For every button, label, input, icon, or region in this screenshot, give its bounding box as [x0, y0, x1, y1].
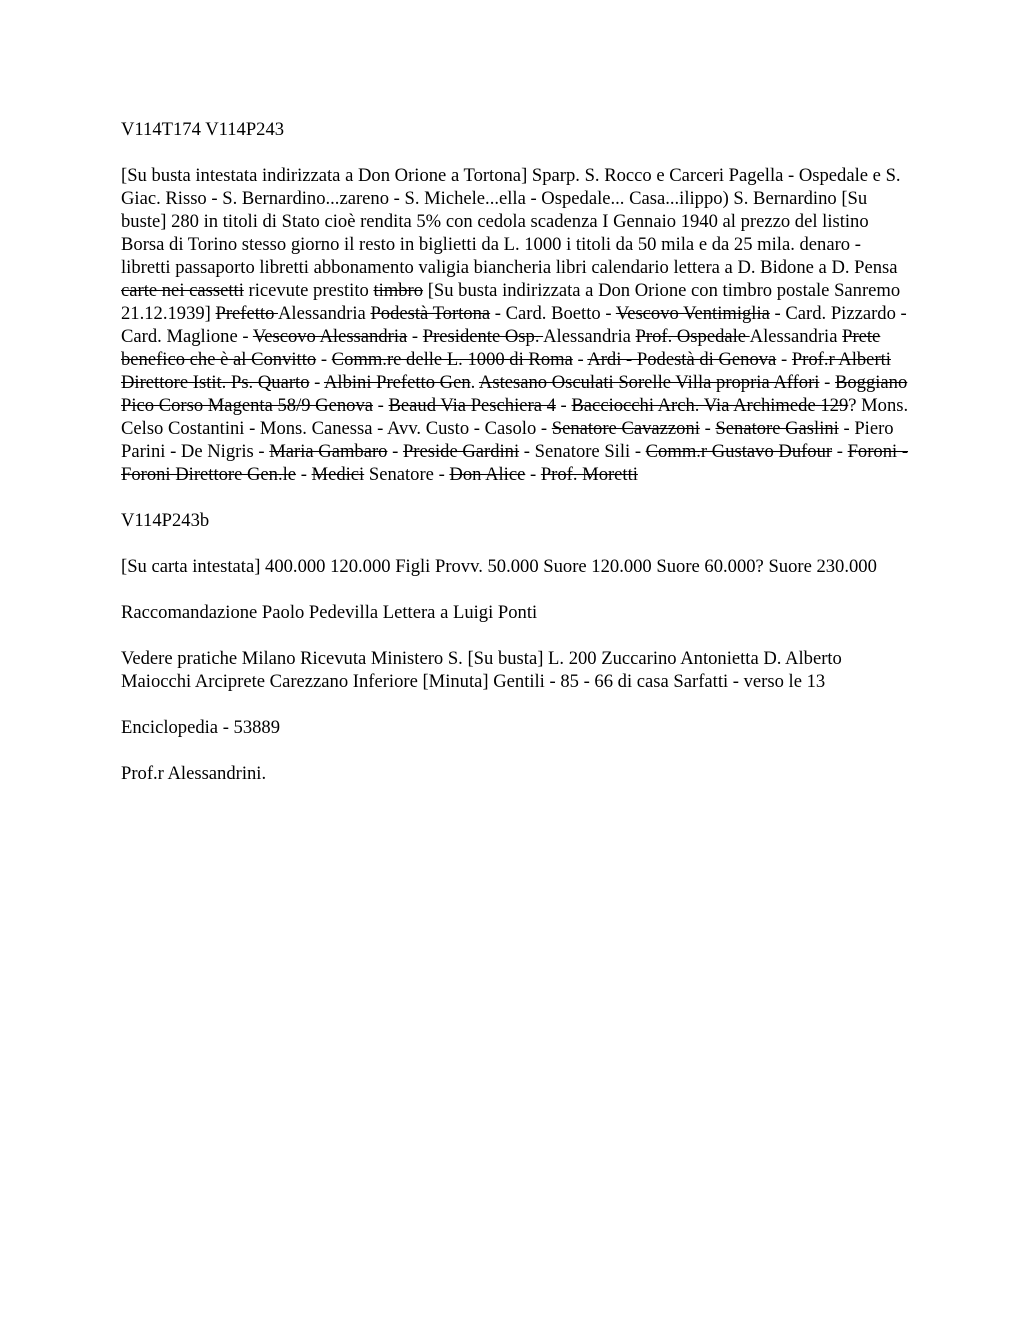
letterhead-figures-paragraph: [Su carta intestata] 400.000 120.000 Figli Provv. 50.000 Suore 120.000 Suore 60.000? Suore 230.000: [121, 556, 877, 577]
struck-text: Albini Prefetto Gen: [323, 372, 471, 393]
text-segment: -: [572, 349, 588, 370]
encyclopedia-line: Enciclopedia - 53889: [121, 717, 281, 738]
struck-text: Medici: [311, 464, 365, 485]
struck-text: Preside Gardini: [402, 441, 520, 462]
struck-text: Ardi - Podestà di Genova: [587, 349, 777, 370]
struck-text: Presidente Osp.: [422, 326, 544, 347]
text-segment: Alessandria: [749, 326, 843, 347]
struck-text: Don Alice: [449, 464, 526, 485]
struck-text: Vescovo Ventimiglia: [615, 303, 770, 324]
struck-text: Beaud Via Peschiera 4: [388, 395, 556, 416]
struck-text: Prof. Moretti: [540, 464, 638, 485]
text-segment: Alessandria: [543, 326, 636, 347]
struck-text: Prof.r Alberti Direttore Istit. Ps. Quarto: [121, 349, 891, 393]
text-segment: -: [373, 395, 389, 416]
struck-text: Senatore Cavazzoni: [551, 418, 700, 439]
text-segment: -: [407, 326, 423, 347]
text-segment: [Su busta intestata indirizzata a Don Orione a Tortona] Sparp. S. Rocco e Carceri Pagella - Ospedale e S. Giac. Risso - S. Bernardino...zareno - S. Michele...ella - Ospedale... Casa...ilippo) S. Bernardino [Su buste] 280 in titoli di Stato cioè rendita 5% con cedola scadenza I Gennaio 1940 al prezzo del listino Borsa di Torino stesso giorno il resto in biglietti da L. 1000 i titoli da 50 mila e da 25 mila. denaro - libretti passaporto libretti abbonamento valigia biancheria libri calendario lettera a D. Bidone a D. Pensa: [121, 165, 901, 278]
text-segment: -: [699, 418, 716, 439]
struck-text: Prefetto: [215, 303, 278, 324]
struck-text: Astesano Osculati Sorelle Villa propria Affori: [478, 372, 820, 393]
recommendation-paragraph: Raccomandazione Paolo Pedevilla Lettera a Luigi Ponti: [121, 602, 538, 623]
transcription-paragraph: [121, 164, 911, 486]
struck-text: Boggiano Pico Corso Magenta 58/9 Genova: [121, 372, 908, 416]
text-segment: ? Mons. Celso Costantini - Mons. Canessa - Avv. Custo - Casolo -: [121, 395, 909, 439]
text-segment: -: [819, 372, 835, 393]
struck-text: carte nei cassetti: [121, 280, 244, 301]
document-id-heading-2: V114P243b: [121, 510, 210, 531]
text-segment: -: [525, 464, 541, 485]
struck-text: Comm.re delle L. 1000 di Roma: [331, 349, 573, 370]
text-segment: -: [776, 349, 792, 370]
text-segment: - Card. Boetto -: [490, 303, 616, 324]
struck-text: Comm.r Gustavo Dufour: [645, 441, 833, 462]
struck-text: Foroni - Foroni Direttore Gen.le: [121, 441, 909, 485]
text-segment: - Senatore Sili -: [519, 441, 646, 462]
struck-text: Senatore Gaslini: [715, 418, 839, 439]
struck-text: timbro: [373, 280, 424, 301]
struck-text: Maria Gambaro: [269, 441, 388, 462]
struck-text: Vescovo Alessandria: [252, 326, 408, 347]
text-segment: Senatore -: [364, 464, 450, 485]
professor-line: Prof.r Alessandrini.: [121, 763, 267, 784]
text-segment: -: [555, 395, 572, 416]
struck-text: Bacciocchi Arch. Via Archimede 129: [571, 395, 849, 416]
text-segment: -: [309, 372, 324, 393]
document-body: [121, 118, 911, 808]
struck-text: Prof. Ospedale: [635, 326, 750, 347]
text-segment: ricevute prestito: [243, 280, 374, 301]
struck-text: Podestà Tortona: [370, 303, 491, 324]
text-segment: -: [387, 441, 403, 462]
text-segment: -: [316, 349, 332, 370]
practices-paragraph: Vedere pratiche Milano Ricevuta Ministero S. [Su busta] L. 200 Zuccarino Antonietta D. Alberto Maiocchi Arciprete Carezzano Inferiore [Minuta] Gentili - 85 - 66 di casa Sarfatti - verso le 13: [121, 648, 842, 692]
text-segment: -: [296, 464, 312, 485]
text-segment: Alessandria: [278, 303, 371, 324]
text-segment: - Card. Pizzardo - Card. Maglione -: [121, 303, 907, 347]
text-segment: [Su busta indirizzata a Don Orione con timbro postale Sanremo 21.12.1939]: [121, 280, 901, 324]
struck-text: Prete benefico che è al Convitto: [121, 326, 881, 370]
document-id-heading: V114T174 V114P243: [121, 119, 285, 140]
text-segment: -: [832, 441, 848, 462]
text-segment: - Piero Parini - De Nigris -: [121, 418, 894, 462]
text-segment: .: [470, 372, 479, 393]
